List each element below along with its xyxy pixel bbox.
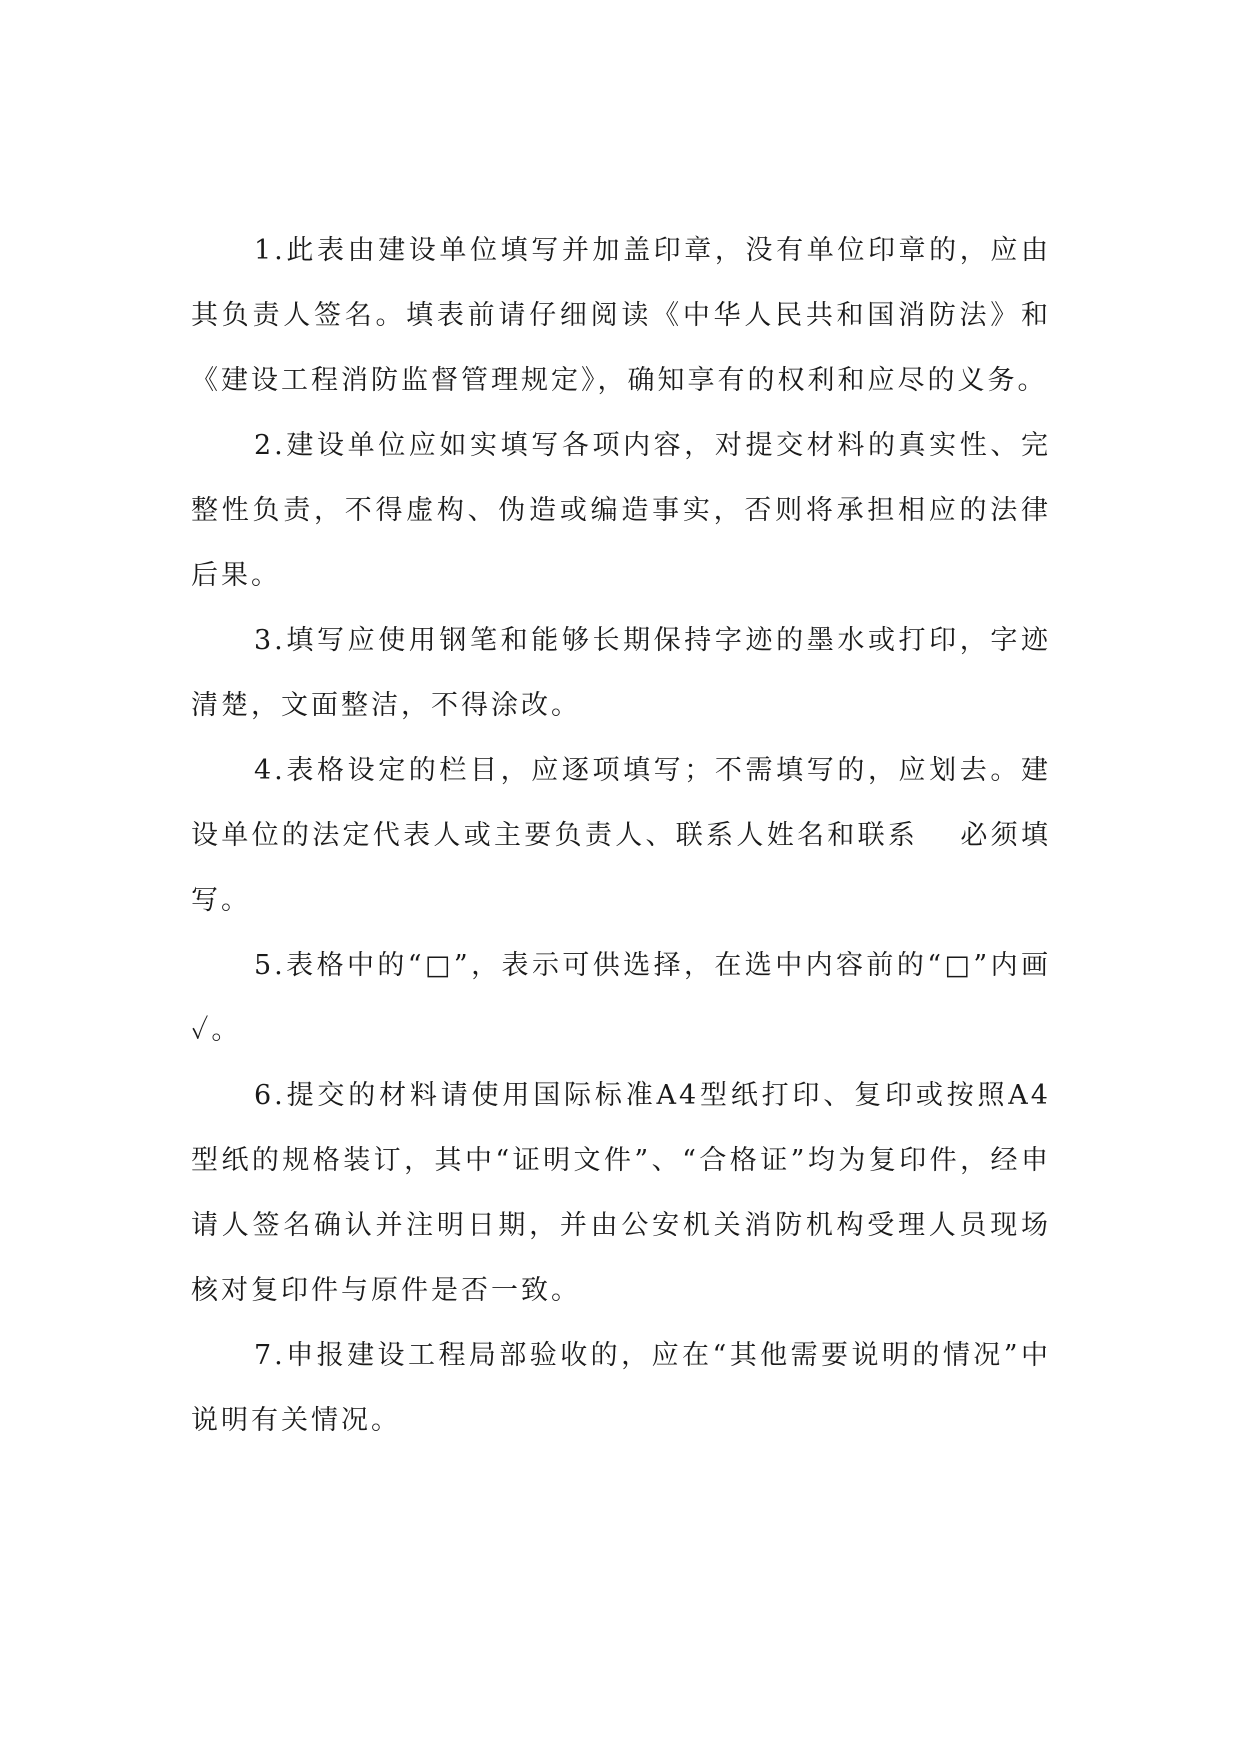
instruction-item-5: 5.表格中的“□”，表示可供选择，在选中内容前的“□”内画✓。 <box>191 950 1051 1046</box>
instruction-item-6: 6.提交的材料请使用国际标准A4型纸打印、复印或按照A4型纸的规格装订，其中“证明文件”、“合格证”均为复印件，经申请人签名确认并注明日期，并由公安机关消防机构受理人员现场核对复印件与原件是否一致。 <box>191 1080 1051 1306</box>
instruction-item-7: 7.申报建设工程局部验收的，应在“其他需要说明的情况”中说明有关情况。 <box>191 1340 1051 1436</box>
instruction-item-3: 3.填写应使用钢笔和能够长期保持字迹的墨水或打印，字迹清楚，文面整洁，不得涂改。 <box>191 625 1051 721</box>
instruction-item-4: 4.表格设定的栏目，应逐项填写；不需填写的，应划去。建设单位的法定代表人或主要负责人、联系人姓名和联系 必须填写。 <box>191 755 1051 916</box>
instruction-item-1: 1.此表由建设单位填写并加盖印章，没有单位印章的，应由其负责人签名。填表前请仔细阅读《中华人民共和国消防法》和《建设工程消防监督管理规定》，确知享有的权利和应尽的义务。 <box>191 235 1051 396</box>
instruction-item-2: 2.建设单位应如实填写各项内容，对提交材料的真实性、完整性负责，不得虚构、伪造或编造事实，否则将承担相应的法律后果。 <box>191 430 1051 591</box>
instructions-section <box>191 218 1051 1453</box>
